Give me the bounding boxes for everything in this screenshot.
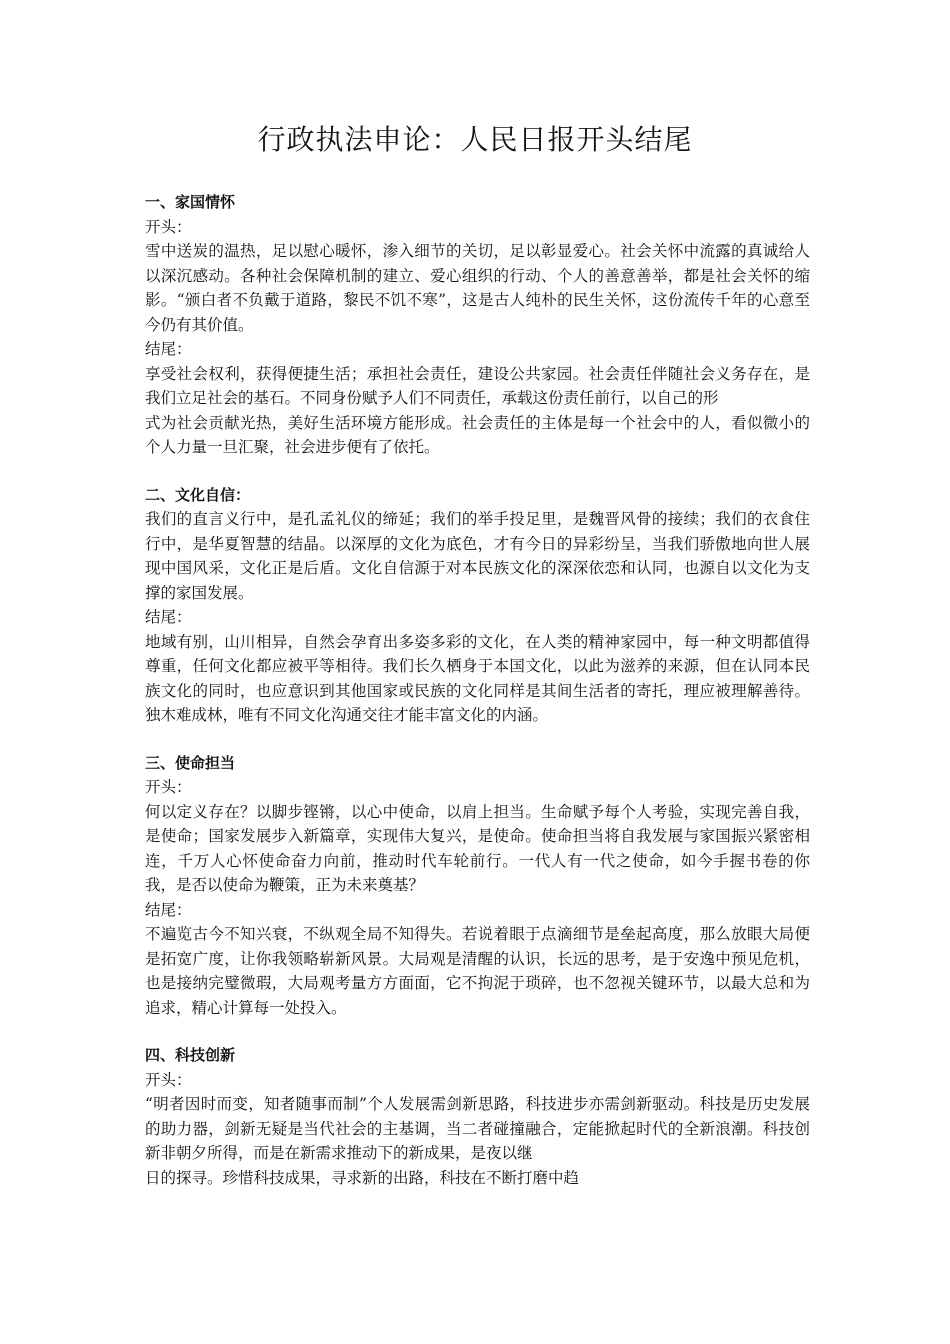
opening-paragraph: 我们的直言义行中，是孔孟礼仪的缔延；我们的举手投足里，是魏晋风骨的接续；我们的衣食住行中，是华夏智慧的结晶。以深厚的文化为底色，才有今日的异彩纷呈，当我们骄傲地向世人展现中国风采，文化正是后盾。文化自信源于对本民族文化的深深依恋和认同，也源自以文化为支撑的家国发展。 — [145, 510, 810, 602]
opening-label: 开头： — [145, 1070, 192, 1089]
section-heading: 三、使命担当 — [145, 753, 236, 772]
closing-paragraph-part-1: 享受社会权利，获得便捷生活；承担社会责任，建设公共家园。社会责任伴随社会义务存在，是我们立足社会的基石。不同身份赋予人们不同责任，承载这份责任前行，以自己的形 — [145, 364, 810, 407]
opening-paragraph-part-2: 日的探寻。珍惜科技成果，寻求新的出路，科技在不断打磨中趋 — [145, 1168, 580, 1187]
closing-paragraph: 地域有别，山川相异，自然会孕育出多姿多彩的文化，在人类的精神家园中，每一种文明都值得尊重，任何文化都应被平等相待。我们长久栖身于本国文化，以此为滋养的来源，但在认同本民族文化的同时，也应意识到其他国家或民族的文化同样是其间生活者的寄托，理应被理解善待。独木难成林，唯有不同文化沟通交往才能丰富文化的内涵。 — [145, 632, 810, 724]
section-cultural-confidence — [145, 483, 810, 728]
closing-paragraph: 不遍览古今不知兴衰，不纵观全局不知得失。若说着眼于点滴细节是垒起高度，那么放眼大局便是拓宽广度，让你我领略崭新风景。大局观是清醒的认识，长远的思考，是于安逸中预见危机，也是接纳完璧微瑕，大局观考量方方面面，它不拘泥于琐碎，也不忽视关键环节，以最大总和为追求，精心计算每一处投入。 — [145, 925, 810, 1017]
opening-paragraph-part-1: “明者因时而变，知者随事而制”个人发展需剑新思路，科技进步亦需剑新驱动。科技是历史发展的助力器，剑新无疑是当代社会的主基调，当二者碰撞融合，定能掀起时代的全新浪潮。科技创新非朝夕所得，而是在新需求推动下的新成果，是夜以继 — [145, 1095, 810, 1162]
opening-paragraph: 何以定义存在？以脚步铿锵，以心中使命，以肩上担当。生命赋予每个人考验，实现完善自我，是使命；国家发展步入新篇章，实现伟大复兴，是使命。使命担当将自我发展与家国振兴紧密相连，千万人心怀使命奋力向前，推动时代车轮前行。一代人有一代之使命，如今手握书卷的你我，是否以使命为鞭策，正为未来奠基？ — [145, 802, 810, 894]
closing-label: 结尾： — [145, 340, 192, 358]
closing-label: 结尾： — [145, 900, 192, 919]
opening-label: 开头： — [145, 778, 192, 796]
opening-label: 开头： — [145, 217, 192, 236]
page-title: 行政执法申论：人民日报开头结尾 — [257, 123, 693, 156]
section-family-country — [145, 190, 810, 460]
closing-label: 结尾： — [145, 608, 192, 626]
closing-paragraph-part-2: 式为社会贡献光热，美好生活环境方能形成。社会责任的主体是每一个社会中的人，看似微小的个人力量一旦汇聚，社会进步便有了依托。 — [145, 413, 810, 456]
section-heading: 一、家国情怀 — [145, 193, 236, 211]
section-heading: 四、科技创新 — [145, 1046, 236, 1064]
section-heading: 二、文化自信： — [145, 485, 251, 504]
section-tech-innovation — [145, 1043, 810, 1190]
document-body — [145, 190, 810, 1213]
section-mission-responsibility — [145, 751, 810, 1021]
opening-paragraph: 雪中送炭的温热，足以慰心暖怀，渗入细节的关切，足以彰显爱心。社会关怀中流露的真诚给人以深沉感动。各种社会保障机制的建立、爱心组织的行动、个人的善意善举，都是社会关怀的缩影。“颁白者不负戴于道路，黎民不饥不寒”，这是古人纯朴的民生关怀，这份流传千年的心意至今仍有其价值。 — [145, 242, 810, 334]
